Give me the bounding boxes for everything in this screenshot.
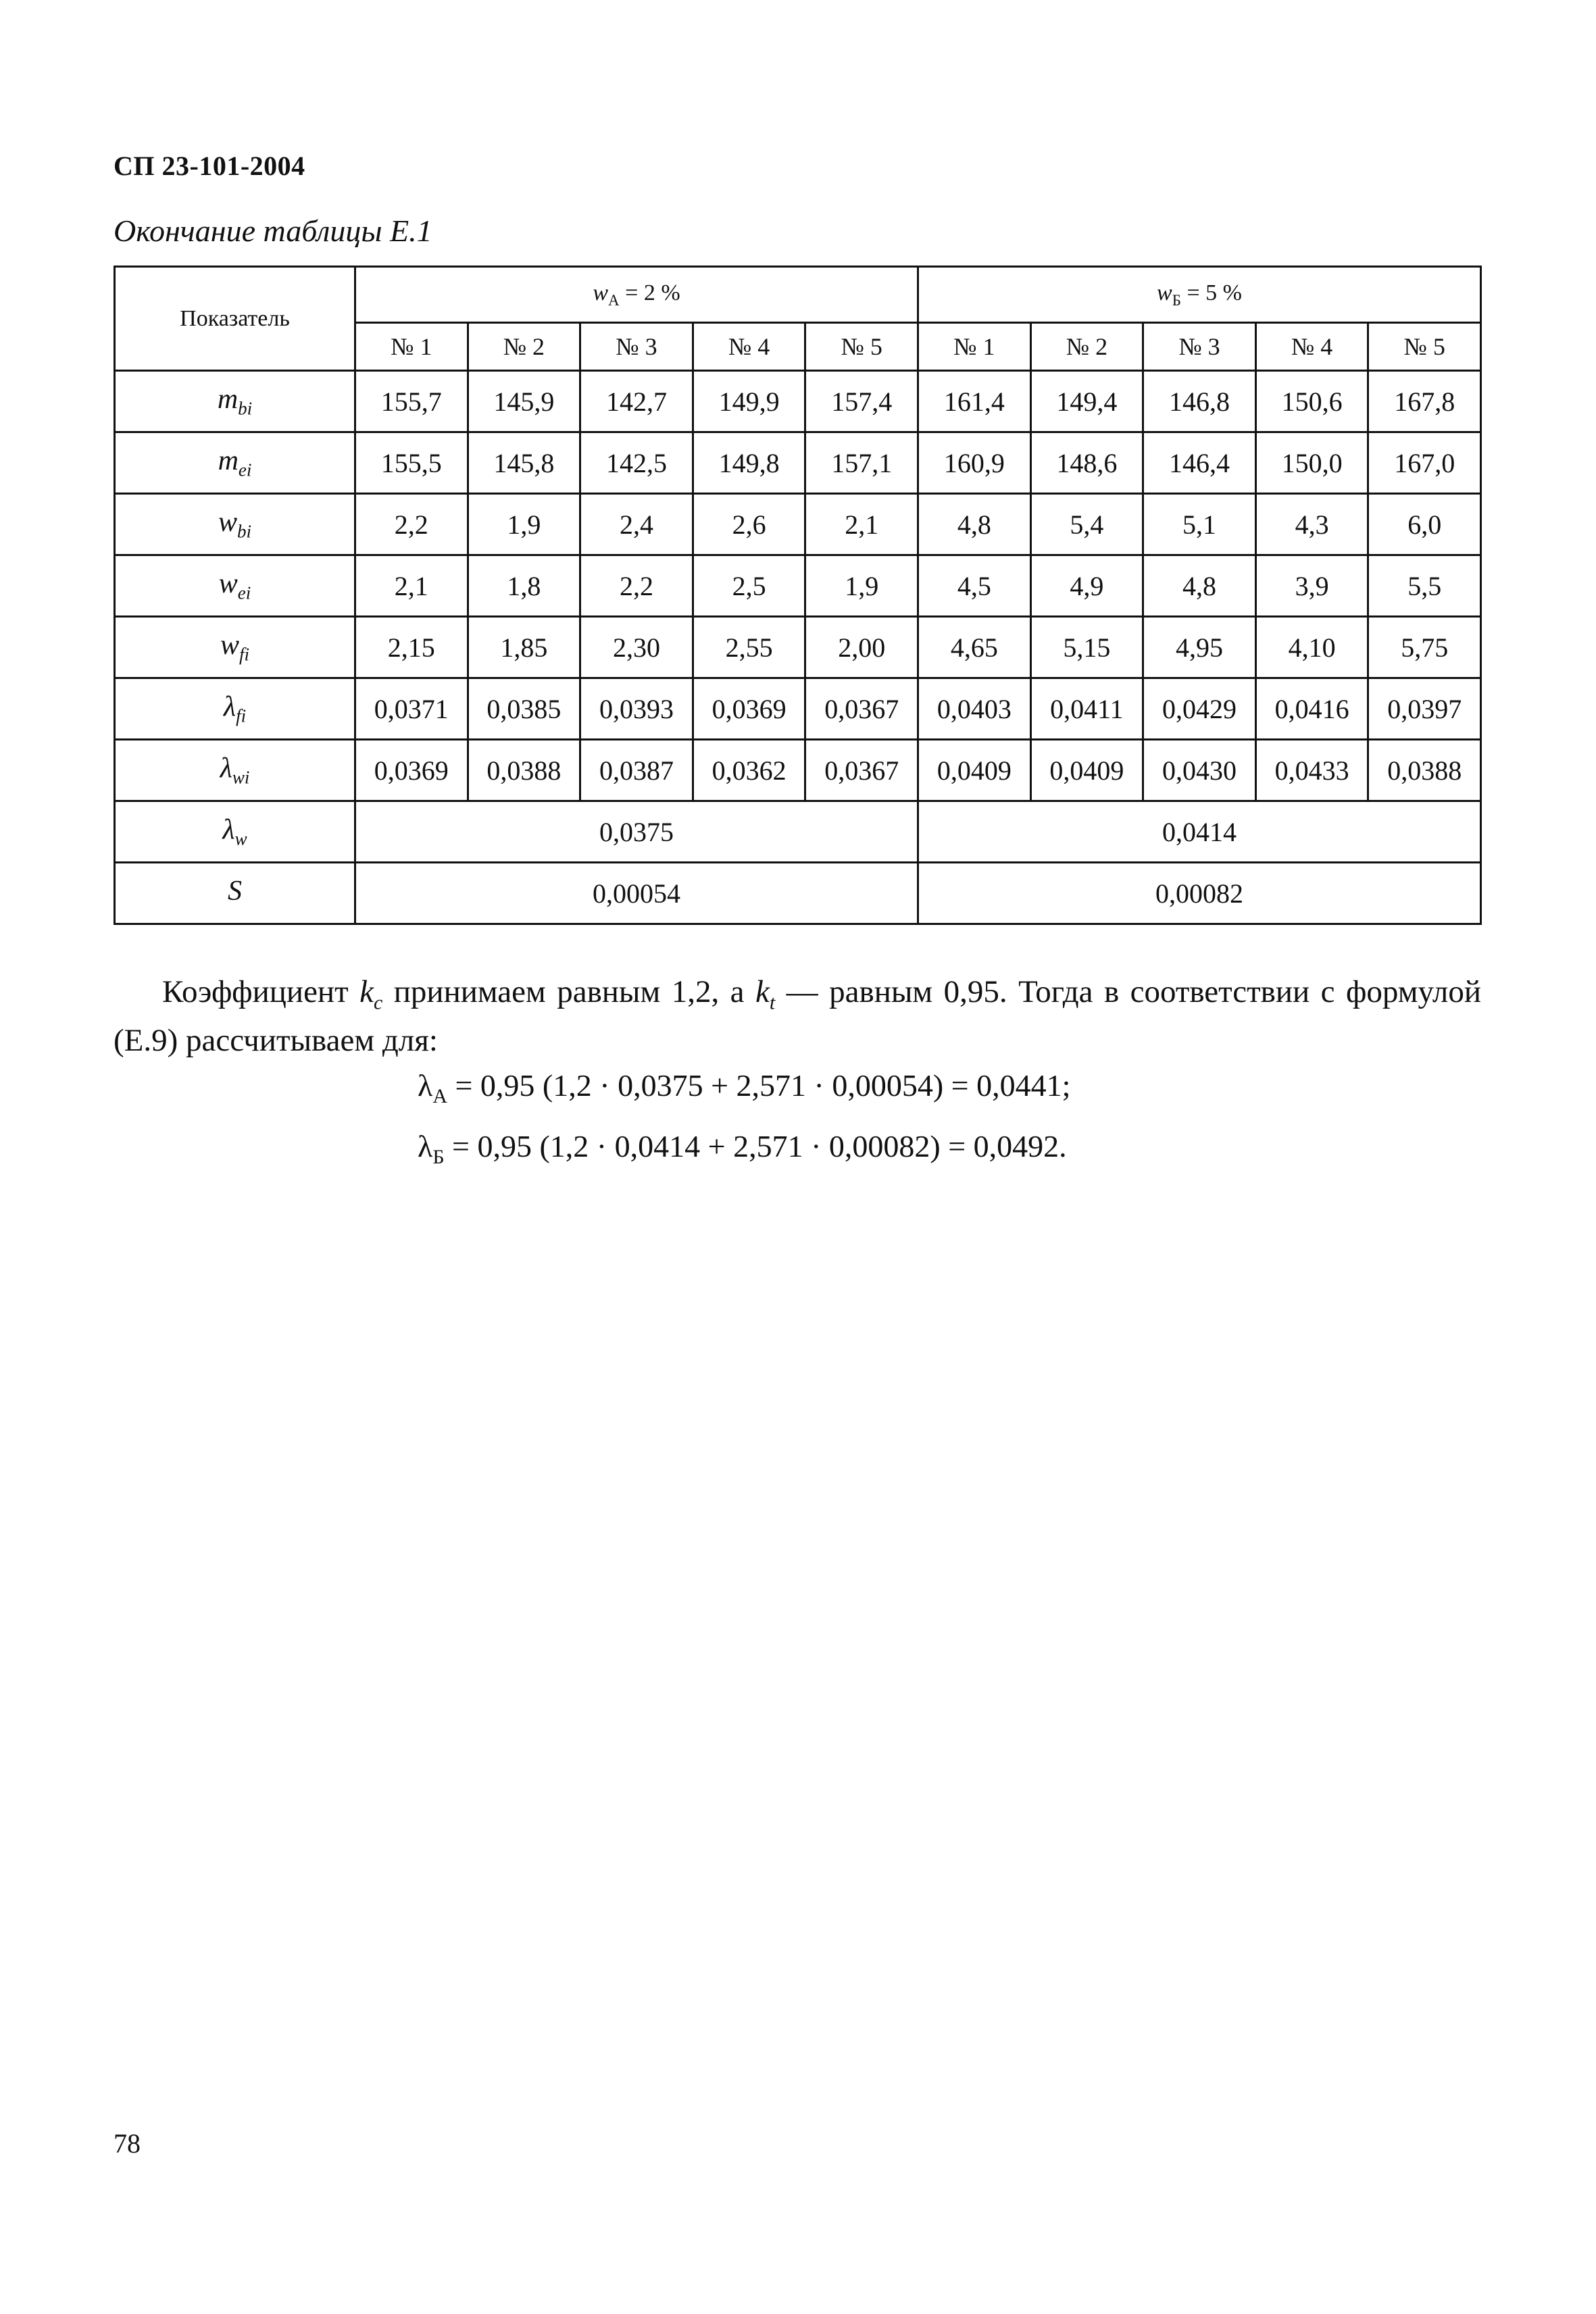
table-row — [115, 617, 1481, 678]
value-cell: 145,9 — [468, 371, 580, 432]
value-cell: 4,5 — [918, 555, 1031, 617]
value-cell: 0,0387 — [580, 740, 693, 801]
value-cell: 155,7 — [355, 371, 468, 432]
summary-row — [115, 863, 1481, 924]
value-cell: 2,1 — [355, 555, 468, 617]
value-cell: 5,4 — [1030, 494, 1143, 555]
value-cell: 2,5 — [693, 555, 805, 617]
value-cell: 146,4 — [1143, 432, 1256, 494]
value-cell: 0,0397 — [1368, 678, 1481, 740]
sample-label: № 2 — [468, 323, 580, 371]
table-header-row — [115, 267, 1481, 323]
table-row — [115, 740, 1481, 801]
value-cell: 0,0416 — [1255, 678, 1368, 740]
value-cell: 4,65 — [918, 617, 1031, 678]
indicator-symbol: $w_{bi}$ — [115, 494, 355, 555]
value-cell: 5,75 — [1368, 617, 1481, 678]
value-cell: 142,5 — [580, 432, 693, 494]
indicator-header: Показатель — [115, 267, 355, 371]
value-cell: 0,0385 — [468, 678, 580, 740]
value-cell: 2,4 — [580, 494, 693, 555]
value-cell: 4,3 — [1255, 494, 1368, 555]
indicator-symbol: S — [115, 863, 355, 924]
indicator-symbol: $\lambda_{fi}$ — [115, 678, 355, 740]
value-cell: 4,8 — [918, 494, 1031, 555]
summary-value-cell: 0,00082 — [918, 863, 1481, 924]
sample-label: № 1 — [355, 323, 468, 371]
sample-label: № 3 — [580, 323, 693, 371]
indicator-symbol: $m_{ei}$ — [115, 432, 355, 494]
indicator-symbol: $w_{fi}$ — [115, 617, 355, 678]
summary-value-cell: 0,0375 — [355, 801, 918, 863]
data-table — [114, 266, 1482, 925]
value-cell: 1,8 — [468, 555, 580, 617]
value-cell: 0,0371 — [355, 678, 468, 740]
table-row — [115, 678, 1481, 740]
value-cell: 157,4 — [805, 371, 918, 432]
indicator-symbol: $\lambda_{wi}$ — [115, 740, 355, 801]
value-cell: 142,7 — [580, 371, 693, 432]
table-caption: Окончание таблицы Е.1 — [114, 213, 432, 248]
value-cell: 0,0409 — [918, 740, 1031, 801]
value-cell: 0,0409 — [1030, 740, 1143, 801]
summary-value-cell: 0,0414 — [918, 801, 1481, 863]
table-row — [115, 432, 1481, 494]
sample-label: № 5 — [1368, 323, 1481, 371]
indicator-symbol: $\lambda_w$ — [115, 801, 355, 863]
value-cell: 149,9 — [693, 371, 805, 432]
value-cell: 0,0429 — [1143, 678, 1256, 740]
indicator-symbol: $w_{ei}$ — [115, 555, 355, 617]
summary-row — [115, 801, 1481, 863]
value-cell: 4,95 — [1143, 617, 1256, 678]
value-cell: 0,0388 — [468, 740, 580, 801]
value-cell: 0,0393 — [580, 678, 693, 740]
value-cell: 0,0369 — [693, 678, 805, 740]
table-row — [115, 555, 1481, 617]
value-cell: 2,2 — [580, 555, 693, 617]
value-cell: 2,1 — [805, 494, 918, 555]
table-row — [115, 371, 1481, 432]
value-cell: 0,0403 — [918, 678, 1031, 740]
value-cell: 167,8 — [1368, 371, 1481, 432]
value-cell: 1,85 — [468, 617, 580, 678]
value-cell: 3,9 — [1255, 555, 1368, 617]
value-cell: 0,0411 — [1030, 678, 1143, 740]
group-header-a: $w_А = 2$ % — [355, 267, 918, 323]
body-paragraph: Коэффициент $k_c$ принимаем равным 1,2, а $k_t$ — равным 0,95. Тогда в соответствии с формулой (Е.9) рассчитываем для: — [114, 974, 1481, 1059]
sample-label: № 5 — [805, 323, 918, 371]
value-cell: 5,15 — [1030, 617, 1143, 678]
value-cell: 167,0 — [1368, 432, 1481, 494]
value-cell: 161,4 — [918, 371, 1031, 432]
document-code: СП 23-101-2004 — [114, 151, 305, 181]
value-cell: 1,9 — [468, 494, 580, 555]
formula-lambda-a: $\lambda_А = 0,95$ (1,2 · 0,0375 + 2,571 · 0,00054) = 0,0441; — [418, 1068, 1071, 1108]
value-cell: 4,9 — [1030, 555, 1143, 617]
summary-value-cell: 0,00054 — [355, 863, 918, 924]
sample-label: № 1 — [918, 323, 1031, 371]
value-cell: 157,1 — [805, 432, 918, 494]
value-cell: 2,15 — [355, 617, 468, 678]
value-cell: 160,9 — [918, 432, 1031, 494]
sample-label: № 2 — [1030, 323, 1143, 371]
value-cell: 149,4 — [1030, 371, 1143, 432]
value-cell: 5,1 — [1143, 494, 1256, 555]
sample-label: № 4 — [693, 323, 805, 371]
formula-lambda-b: $\lambda_Б = 0,95$ (1,2 · 0,0414 + 2,571 · 0,00082) = 0,0492. — [418, 1129, 1067, 1169]
value-cell: 0,0362 — [693, 740, 805, 801]
page-number: 78 — [114, 2128, 141, 2159]
value-cell: 6,0 — [1368, 494, 1481, 555]
value-cell: 2,55 — [693, 617, 805, 678]
value-cell: 0,0367 — [805, 740, 918, 801]
value-cell: 4,10 — [1255, 617, 1368, 678]
value-cell: 155,5 — [355, 432, 468, 494]
value-cell: 150,6 — [1255, 371, 1368, 432]
value-cell: 150,0 — [1255, 432, 1368, 494]
indicator-symbol: $m_{bi}$ — [115, 371, 355, 432]
value-cell: 2,00 — [805, 617, 918, 678]
value-cell: 148,6 — [1030, 432, 1143, 494]
value-cell: 5,5 — [1368, 555, 1481, 617]
value-cell: 4,8 — [1143, 555, 1256, 617]
sample-label: № 3 — [1143, 323, 1256, 371]
value-cell: 0,0430 — [1143, 740, 1256, 801]
sample-label: № 4 — [1255, 323, 1368, 371]
value-cell: 0,0388 — [1368, 740, 1481, 801]
value-cell: 145,8 — [468, 432, 580, 494]
value-cell: 0,0367 — [805, 678, 918, 740]
value-cell: 2,6 — [693, 494, 805, 555]
value-cell: 0,0369 — [355, 740, 468, 801]
table-row — [115, 494, 1481, 555]
value-cell: 0,0433 — [1255, 740, 1368, 801]
value-cell: 2,2 — [355, 494, 468, 555]
value-cell: 1,9 — [805, 555, 918, 617]
value-cell: 2,30 — [580, 617, 693, 678]
value-cell: 146,8 — [1143, 371, 1256, 432]
value-cell: 149,8 — [693, 432, 805, 494]
group-header-b: $w_Б = 5$ % — [918, 267, 1481, 323]
